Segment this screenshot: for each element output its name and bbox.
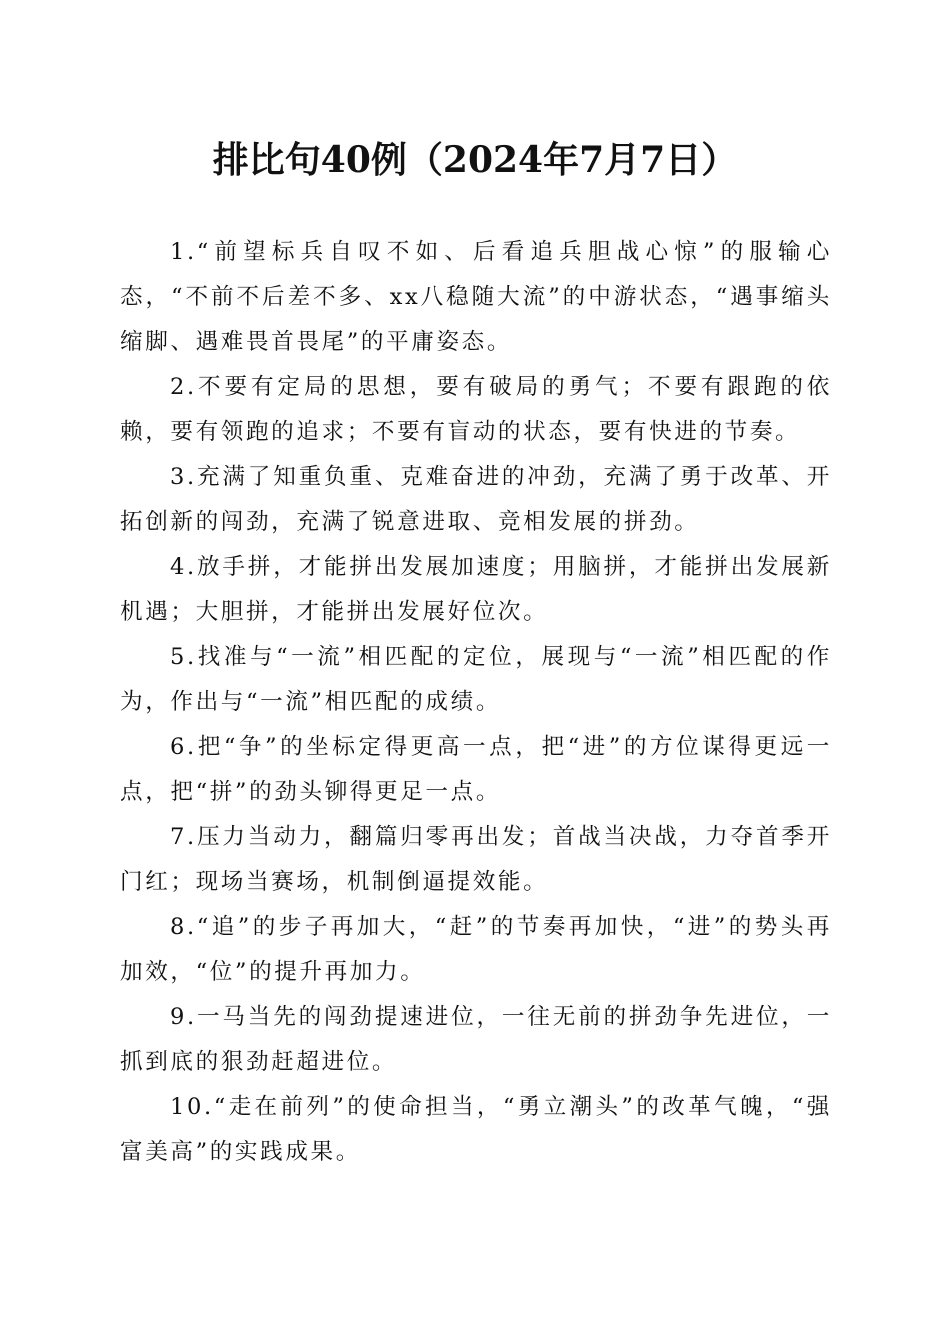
paragraph-3: 3.充满了知重负重、克难奋进的冲劲，充满了勇于改革、开拓创新的闯劲，充满了锐意进取、竞相发展的拼劲。	[120, 464, 832, 535]
paragraph-8: 8.“追”的步子再加大，“赶”的节奏再加快，“进”的势头再加效，“位”的提升再加力。	[120, 914, 832, 985]
paragraph-9: 9.一马当先的闯劲提速进位，一往无前的拼劲争先进位，一抓到底的狠劲赶超进位。	[120, 1004, 832, 1075]
paragraph-6: 6.把“争”的坐标定得更高一点，把“进”的方位谋得更远一点，把“拼”的劲头铆得更足一点。	[120, 734, 832, 805]
paragraph-5: 5.找准与“一流”相匹配的定位，展现与“一流”相匹配的作为，作出与“一流”相匹配的成绩。	[120, 644, 832, 715]
document-body	[120, 230, 832, 1175]
document-title: 排比句40例（2024年7月7日）	[212, 139, 738, 181]
paragraph-4: 4.放手拼，才能拼出发展加速度；用脑拼，才能拼出发展新机遇；大胆拼，才能拼出发展好位次。	[120, 554, 832, 625]
paragraph-10: 10.“走在前列”的使命担当，“勇立潮头”的改革气魄，“强富美高”的实践成果。	[120, 1094, 832, 1165]
paragraph-2: 2.不要有定局的思想，要有破局的勇气；不要有跟跑的依赖，要有领跑的追求；不要有盲动的状态，要有快进的节奏。	[120, 374, 832, 445]
paragraph-7: 7.压力当动力，翻篇归零再出发；首战当决战，力夺首季开门红；现场当赛场，机制倒逼提效能。	[120, 824, 832, 895]
paragraph-1: 1.“前望标兵自叹不如、后看追兵胆战心惊”的服输心态，“不前不后差不多、xx八稳随大流”的中游状态，“遇事缩头缩脚、遇难畏首畏尾”的平庸姿态。	[120, 239, 832, 355]
